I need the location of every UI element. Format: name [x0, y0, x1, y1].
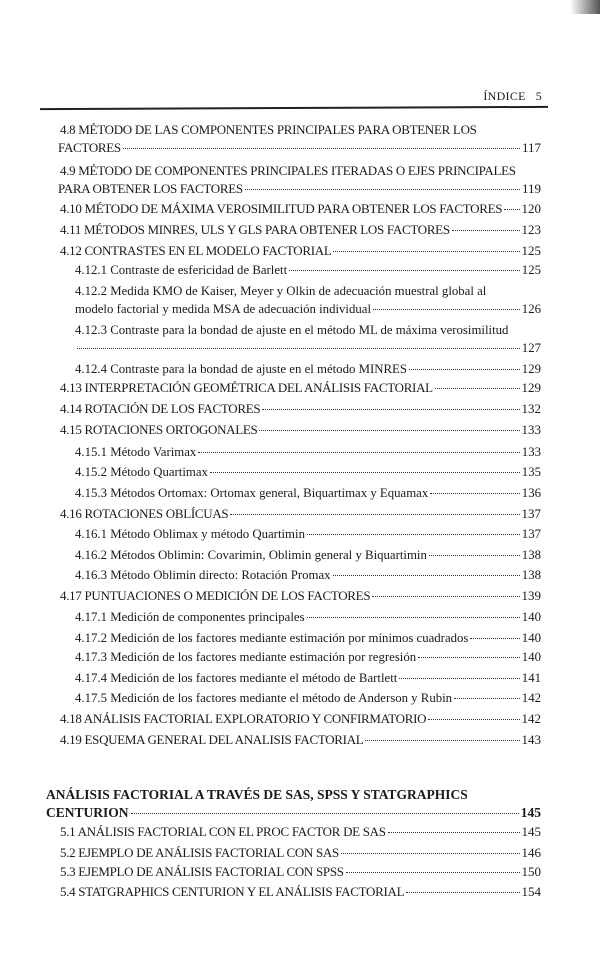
dot-leader [289, 270, 520, 271]
toc-entry-title: 5.2 EJEMPLO DE ANÁLISIS FACTORIAL CON SAS [60, 845, 339, 860]
toc-entry-page: 145 [520, 805, 541, 820]
toc-entry[interactable] [75, 360, 541, 378]
toc-entry-title: 4.15.2 Método Quartimax [75, 465, 208, 479]
dot-leader [504, 209, 519, 210]
toc-entry-page: 119 [521, 181, 541, 196]
toc-entry[interactable] [46, 786, 541, 822]
toc-entry[interactable] [75, 629, 541, 647]
toc-entry-page: 137 [521, 527, 541, 541]
toc-entry-title: 4.14 ROTACIÓN DE LOS FACTORES [60, 401, 261, 416]
toc-entry[interactable] [75, 669, 541, 687]
scan-shadow [570, 0, 600, 14]
toc-entry[interactable] [75, 261, 541, 279]
toc-entry-page: 138 [521, 568, 541, 582]
toc-entry-page: 125 [521, 243, 541, 258]
toc-entry[interactable] [60, 379, 541, 397]
toc-entry[interactable] [60, 421, 541, 439]
toc-entry-page: 133 [521, 445, 541, 459]
dot-leader [406, 892, 519, 893]
toc-entry[interactable] [60, 162, 541, 198]
toc-entry-page: 143 [521, 732, 541, 747]
toc-entry-page: 140 [521, 610, 541, 624]
dot-leader [307, 617, 520, 618]
toc-entry[interactable] [75, 566, 541, 584]
dot-leader [429, 555, 520, 556]
toc-entry-page: 142 [521, 711, 541, 726]
toc-entry[interactable] [60, 221, 541, 239]
dot-leader [399, 678, 519, 679]
running-header [483, 89, 542, 104]
toc-entry[interactable] [60, 505, 541, 523]
toc-entry[interactable] [60, 710, 541, 728]
dot-leader [430, 493, 520, 494]
dot-leader [388, 832, 520, 833]
toc-entry-title: 4.16.2 Métodos Oblimin: Covarimin, Oblimin general y Biquartimin [75, 548, 427, 562]
toc-entry-title: 4.17.2 Medición de los factores mediante estimación por mínimos cuadrados [75, 631, 469, 645]
toc-entry[interactable] [60, 883, 541, 901]
toc-entry-title: 4.17.1 Medición de componentes principales [75, 610, 305, 624]
dot-leader [123, 148, 520, 149]
toc-entry-title: 4.15.3 Métodos Ortomax: Ortomax general, Biquartimax y Equamax [75, 486, 429, 500]
toc-entry-title: 4.15.1 Método Varimax [75, 445, 197, 459]
toc-entry[interactable] [75, 608, 541, 626]
toc-entry[interactable] [75, 321, 541, 357]
toc-entry-page: 138 [521, 548, 541, 562]
dot-leader [373, 309, 520, 310]
toc-entry-title: 5.3 EJEMPLO DE ANÁLISIS FACTORIAL CON SPSS [60, 864, 344, 879]
toc-entry[interactable] [60, 242, 541, 260]
toc-entry-title: 4.15 ROTACIONES ORTOGONALES [60, 422, 258, 437]
dot-leader [454, 698, 520, 699]
toc-entry-page: 117 [521, 140, 541, 155]
toc-entry[interactable] [60, 200, 541, 218]
toc-entry[interactable] [60, 844, 541, 862]
toc-entry-title: 4.11 MÉTODOS MINRES, ULS Y GLS PARA OBTENER LOS FACTORES [60, 222, 450, 237]
toc-entry-page: 125 [521, 263, 541, 277]
dot-leader [333, 575, 520, 576]
toc-entry[interactable] [60, 400, 541, 418]
toc-entry[interactable] [75, 546, 541, 564]
dot-leader [198, 452, 519, 453]
toc-entry-title: 4.16.3 Método Oblimin directo: Rotación Promax [75, 568, 331, 582]
toc-entry-page: 135 [521, 465, 541, 479]
dot-leader [435, 388, 520, 389]
dot-leader [131, 813, 519, 814]
dot-leader [230, 514, 519, 515]
toc-entry-title: 4.17 PUNTUACIONES O MEDICIÓN DE LOS FACTORES [60, 588, 371, 603]
toc-entry-title: 4.12 CONTRASTES EN EL MODELO FACTORIAL [60, 243, 332, 258]
toc-entry-page: 129 [521, 362, 541, 376]
toc-entry[interactable] [75, 484, 541, 502]
toc-entry-page: 142 [521, 691, 541, 705]
toc-entry-title: 4.16.1 Método Oblimax y método Quartimin [75, 527, 305, 541]
toc-entry[interactable] [75, 648, 541, 666]
dot-leader [470, 638, 519, 639]
dot-leader [245, 189, 520, 190]
toc-entry-title: CENTURION [46, 805, 129, 820]
dot-leader [333, 251, 519, 252]
toc-entry[interactable] [60, 587, 541, 605]
dot-leader [418, 657, 520, 658]
header-title: ÍNDICE [483, 89, 526, 103]
toc-entry[interactable] [75, 282, 541, 318]
toc-entry[interactable] [75, 525, 541, 543]
toc-entry-title: 5.1 ANÁLISIS FACTORIAL CON EL PROC FACTOR DE SAS [60, 824, 386, 839]
toc-entry-page: 139 [521, 588, 541, 603]
toc-entry-title: 4.10 MÉTODO DE MÁXIMA VEROSIMILITUD PARA OBTENER LOS FACTORES [60, 201, 503, 216]
dot-leader [77, 348, 520, 349]
header-page-number: 5 [535, 89, 542, 103]
dot-leader [307, 534, 520, 535]
toc-entry-title: 4.13 INTERPRETACIÓN GEOMÉTRICA DEL ANÁLISIS FACTORIAL [60, 380, 433, 395]
toc-entry-title: 4.12.3 Contraste para la bondad de ajuste en el método ML de máxima verosimilitud [75, 323, 509, 337]
toc-entry-title: 4.18 ANÁLISIS FACTORIAL EXPLORATORIO Y CONFIRMATORIO [60, 711, 427, 726]
toc-entry-page: 123 [521, 222, 541, 237]
toc-entry-title: modelo factorial y medida MSA de adecuación individual [75, 302, 372, 316]
dot-leader [341, 853, 520, 854]
toc-entry-page: 145 [521, 824, 541, 839]
toc-entry-page: 126 [521, 302, 541, 316]
toc-entry-page: 154 [521, 884, 541, 899]
toc-entry[interactable] [60, 121, 541, 157]
toc-entry[interactable] [75, 443, 541, 461]
toc-entry-title: 4.9 MÉTODO DE COMPONENTES PRINCIPALES ITERADAS O EJES PRINCIPALES [60, 163, 516, 178]
toc-entry-title: 4.17.3 Medición de los factores mediante estimación por regresión [75, 650, 417, 664]
toc-entry-page: 140 [521, 650, 541, 664]
toc-entry-title: PARA OBTENER LOS FACTORES [58, 181, 243, 196]
toc-entry-page: 133 [521, 422, 541, 437]
toc-entry-title: 4.8 MÉTODO DE LAS COMPONENTES PRINCIPALES PARA OBTENER LOS [60, 122, 477, 137]
toc-entry-title: 4.19 ESQUEMA GENERAL DEL ANALISIS FACTORIAL [60, 732, 364, 747]
toc-entry-title: 4.17.4 Medición de los factores mediante el método de Bartlett [75, 671, 398, 685]
toc-entry-title: 4.16 ROTACIONES OBLÍCUAS [60, 506, 229, 521]
toc-entry-title: 4.12.2 Medida KMO de Kaiser, Meyer y Olkin de adecuación muestral global al [75, 284, 487, 298]
toc-entry-page: 129 [521, 380, 541, 395]
toc-entry[interactable] [75, 689, 541, 707]
toc-entry-title: FACTORES [58, 140, 121, 155]
toc-entry-page: 137 [521, 506, 541, 521]
toc-entry-page: 136 [521, 486, 541, 500]
toc-entry[interactable] [60, 863, 541, 881]
toc-entry-page: 146 [521, 845, 541, 860]
toc-entry-page: 120 [521, 201, 541, 216]
toc-entry-page: 141 [521, 671, 541, 685]
dot-leader [210, 472, 520, 473]
toc-entry-page: 132 [521, 401, 541, 416]
dot-leader [346, 872, 520, 873]
header-rule [40, 106, 548, 110]
toc-entry-page: 127 [521, 341, 541, 355]
toc-entry-title: 4.17.5 Medición de los factores mediante el método de Anderson y Rubin [75, 691, 453, 705]
dot-leader [428, 719, 519, 720]
toc-entry-title: 5.4 STATGRAPHICS CENTURION Y EL ANÁLISIS FACTORIAL [60, 884, 405, 899]
toc-entry-page: 140 [521, 631, 541, 645]
toc-entry-title: ANÁLISIS FACTORIAL A TRAVÉS DE SAS, SPSS Y STATGRAPHICS [46, 787, 468, 802]
toc-entry[interactable] [60, 731, 541, 749]
dot-leader [262, 409, 519, 410]
toc-entry-page: 150 [521, 864, 541, 879]
dot-leader [452, 230, 520, 231]
toc-entry[interactable] [60, 823, 541, 841]
dot-leader [372, 596, 519, 597]
toc-entry[interactable] [75, 463, 541, 481]
toc-entry-title: 4.12.1 Contraste de esfericidad de Barlett [75, 263, 288, 277]
dot-leader [259, 430, 519, 431]
toc-entry-title: 4.12.4 Contraste para la bondad de ajuste en el método MINRES [75, 362, 407, 376]
dot-leader [409, 369, 520, 370]
dot-leader [365, 740, 519, 741]
